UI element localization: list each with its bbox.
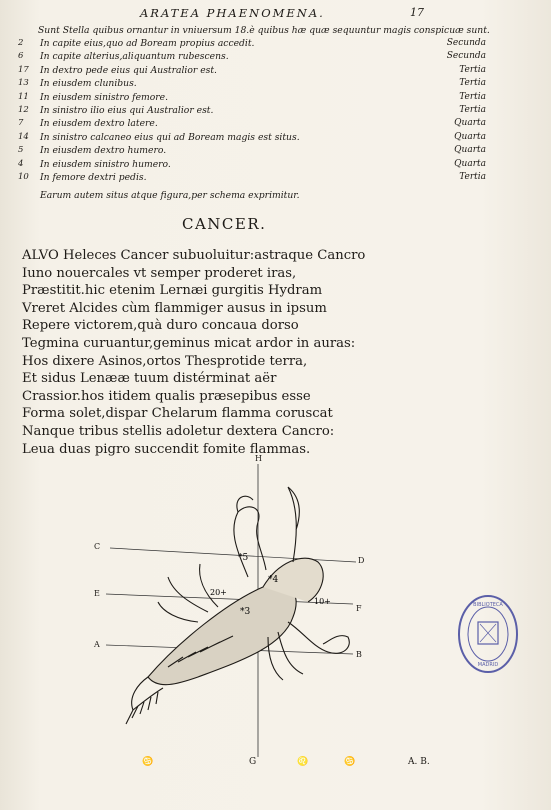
poem-line: Et sidus Lenææ tuum distérminat aër [22, 371, 277, 387]
star-row [18, 145, 488, 158]
footer-symbol-cancer-left: ♋ [142, 757, 154, 767]
star-desc: In capite alterius,aliquantum rubescens. [40, 51, 229, 63]
poem [22, 247, 402, 458]
page-footer [0, 757, 551, 771]
star-num: 6 [18, 51, 24, 62]
star-num: 11 [18, 91, 29, 102]
poem-line: Hos dixere Asinos,ortos Thesprotide terra, [22, 353, 308, 369]
line-label-b: B [356, 650, 362, 659]
footer-symbol-cancer-right: ♋ [344, 757, 356, 767]
star-mark-3: *3 [240, 607, 251, 617]
poem-line: Crassior.hos itidem qualis præsepibus esse [22, 388, 311, 404]
star-desc: In eiusdem dextro humero. [40, 145, 167, 157]
line-label-d: D [358, 556, 365, 565]
star-mag: Quarta [454, 131, 486, 142]
star-row [18, 172, 488, 185]
star-desc: In eiusdem sinistro femore. [40, 91, 169, 103]
star-num: 2 [18, 38, 24, 48]
star-row [18, 38, 488, 51]
library-stamp [456, 592, 520, 676]
star-num: 14 [18, 131, 29, 142]
star-mag: Quarta [454, 118, 486, 129]
line-label-c: C [94, 542, 101, 551]
poem-line: Vreret Alcides cùm flammiger ausus in ipsum [22, 300, 327, 316]
star-mark-5: *5 [238, 553, 249, 563]
footer-letter-g: G [249, 757, 257, 767]
footer-signature: A. B. [408, 757, 430, 767]
star-mag: Quarta [454, 158, 486, 169]
star-num: 5 [18, 145, 24, 156]
star-mark-20: 20+ [210, 588, 227, 597]
star-desc: In eiusdem sinistro humero. [40, 158, 171, 170]
star-num: 10 [18, 171, 29, 182]
star-desc: In sinistro ilio eius qui Australior est. [40, 104, 214, 116]
star-row [18, 159, 488, 172]
star-list-outro: Earum autem situs atque figura,per schema exprimitur. [40, 190, 300, 201]
svg-text:MADRID: MADRID [477, 662, 499, 668]
library-stamp-seal [456, 592, 520, 676]
poem-line: Repere victorem,quà duro concaua dorso [22, 318, 299, 334]
star-desc: In sinistro calcaneo eius qui ad Boream magis est situs. [40, 131, 300, 143]
page-number: 17 [410, 6, 424, 19]
section-title: CANCER. [182, 215, 267, 233]
star-mag: Tertia [459, 64, 486, 75]
line-label-a: A [94, 640, 100, 649]
star-desc: In dextro pede eius qui Australior est. [40, 64, 217, 76]
star-row [18, 92, 488, 105]
star-num: 12 [18, 104, 29, 115]
star-desc: In eiusdem dextro latere. [40, 118, 158, 130]
star-num: 17 [18, 64, 29, 75]
star-row [18, 65, 488, 78]
star-mag: Tertia [459, 104, 486, 115]
poem-line: Forma solet,dispar Chelarum flamma coruscat [22, 406, 333, 422]
line-label-f: F [356, 604, 362, 613]
star-desc: In femore dextri pedis. [40, 171, 147, 183]
star-catalog-table [18, 38, 488, 185]
cancer-constellation-figure [88, 452, 378, 772]
axis-label-top: H [255, 454, 262, 463]
star-row [18, 105, 488, 118]
star-list-intro: Sunt Stella quibus ornantur in vniuersum 18.è quibus hæ quæ sequuntur magis conspicuæ sunt. [38, 25, 490, 36]
star-mark-10: 10+ [314, 597, 331, 606]
star-desc: In capite eius,quo ad Boream propius accedit. [40, 38, 255, 49]
line-label-e: E [94, 589, 100, 598]
poem-line: Nanque tribus stellis adoletur dextera Cancro: [22, 423, 335, 439]
poem-line: Tegmina curuantur,geminus micat ardor in auras: [22, 335, 356, 351]
svg-text:BIBLIOTECA: BIBLIOTECA [473, 602, 503, 608]
poem-line: Leua duas pigro succendit fomite flammas. [22, 441, 311, 457]
star-mag: Secunda [446, 38, 486, 48]
star-mag: Tertia [459, 171, 486, 182]
crab-illustration [88, 452, 378, 772]
poem-line: ALVO Heleces Cancer subuoluitur:astraque Cancro [22, 248, 366, 263]
footer-symbol-leo: ♌ [297, 757, 309, 767]
star-num: 13 [18, 78, 29, 89]
star-mark-4: *4 [268, 575, 279, 585]
poem-line: Iuno nouercales vt semper proderet iras, [22, 265, 297, 281]
star-desc: In eiusdem clunibus. [40, 78, 137, 90]
star-mag: Tertia [459, 91, 486, 102]
star-num: 7 [18, 118, 24, 129]
star-mag: Tertia [459, 78, 486, 89]
star-row [18, 132, 488, 145]
poem-line: Præstitit.hic etenim Lernæi gurgitis Hydram [22, 283, 323, 299]
star-num: 4 [18, 158, 24, 169]
page-header [0, 6, 551, 20]
star-mag: Quarta [454, 145, 486, 156]
star-row [18, 51, 488, 64]
star-mag: Secunda [446, 51, 486, 62]
running-title: ARATEA PHAENOMENA. [140, 6, 325, 20]
star-row [18, 118, 488, 131]
star-row [18, 78, 488, 91]
